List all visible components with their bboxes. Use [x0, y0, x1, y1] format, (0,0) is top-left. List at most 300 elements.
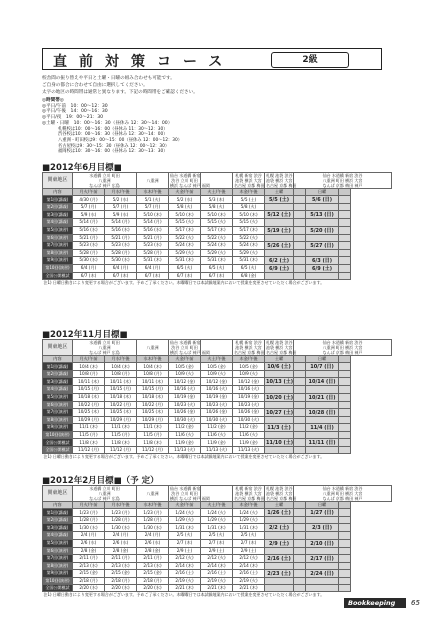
column-header: [339, 356, 351, 363]
session-date: 10/8 (月): [73, 371, 105, 378]
session-date: [339, 272, 351, 279]
intro-text: [42, 76, 392, 96]
session-date: 5/31 (木): [201, 256, 233, 264]
session-date: 11/3 (土): [265, 423, 294, 431]
schedule-row: [43, 408, 392, 416]
region-cities: 札幌 新宿 渋谷 池袋 横浜 大宮 名古屋 京都 梅田: [234, 486, 265, 501]
session-label: 第5回(演習): [43, 539, 73, 547]
session-date: 2/4 (月): [137, 532, 169, 539]
session-date: [339, 532, 351, 539]
grade-badge: 2級: [271, 52, 349, 68]
session-date: [339, 386, 351, 393]
session-date: 1/28 (月): [105, 517, 137, 524]
schedule-table-june: [42, 172, 392, 286]
column-header: 火土/午後: [201, 356, 233, 363]
session-label: 第4回(講義): [43, 386, 73, 393]
region-cities: 仙台 水道橋 新宿 渋谷 立川 町田 横浜 なんば 神戸 福岡: [170, 173, 210, 188]
session-date: 5/16 (水): [137, 226, 169, 234]
session-date: [339, 554, 351, 562]
region-label: 関東地区: [43, 340, 73, 356]
session-label: 第10回(演習): [43, 264, 73, 272]
session-label: 全国公開模試: [43, 585, 73, 592]
session-date: 5/16 (水): [73, 226, 105, 234]
session-date: 10/29 (月): [105, 416, 137, 423]
column-header: 土曜: [265, 356, 294, 363]
session-date: [294, 401, 306, 408]
session-date: [265, 219, 294, 226]
region-cities: 札幌 新宿 渋谷 池袋 横浜 大宮 名古屋 京都 梅田: [234, 173, 265, 188]
session-date: 10/5 (金): [233, 363, 265, 371]
session-date: 10/19 (金): [169, 393, 201, 401]
session-date: [339, 569, 351, 577]
session-date: 6/5 (火): [233, 264, 265, 272]
session-date: 10/8 (月): [105, 371, 137, 378]
session-label: 第5回(演習): [43, 226, 73, 234]
session-date: 5/7 (月): [105, 204, 137, 211]
session-date: [294, 249, 306, 256]
schedule-row: [43, 371, 392, 378]
session-date: 2/9 (土): [233, 547, 265, 554]
session-date: 5/12 (土): [265, 211, 294, 219]
region-cities: 八重洲: [137, 486, 169, 502]
schedule-row: [43, 539, 392, 547]
column-header: 火土/午後: [201, 189, 233, 196]
region-label: 関東地区: [43, 173, 73, 189]
session-date: 2/9 (土): [169, 547, 201, 554]
session-date: 10/12 (金): [169, 378, 201, 386]
session-date: 11/9 (金): [201, 439, 233, 447]
session-date: [294, 547, 306, 554]
session-date: 1/28 (月): [73, 517, 105, 524]
session-date: [339, 256, 351, 264]
schedule-row: [43, 431, 392, 438]
session-label: 第8回(演習): [43, 562, 73, 569]
session-date: 2/18 (月): [105, 577, 137, 584]
region-row: [43, 173, 392, 189]
session-date: 11/5 (月): [137, 431, 169, 438]
session-date: 1/29 (火): [201, 517, 233, 524]
intro-line: 校舎間の振り替えや平日と土曜・日曜の組み合わせも可能です。: [42, 76, 175, 81]
session-date: 10/4 (木): [73, 363, 105, 371]
session-date: 5/13 (日): [306, 211, 339, 219]
session-date: 2/11 (月): [73, 554, 105, 562]
region-cities: 札幌 池袋 渋谷 池袋 横浜 大宮 名古屋 京都 梅田: [266, 173, 297, 188]
session-date: 5/29 (火): [201, 249, 233, 256]
session-date: [294, 569, 306, 577]
session-date: [339, 249, 351, 256]
session-date: 6/5 (火): [201, 264, 233, 272]
session-date: 10/25 (木): [137, 408, 169, 416]
session-date: [306, 386, 339, 393]
session-date: 6/4 (月): [137, 264, 169, 272]
session-date: 2/7 (木): [201, 539, 233, 547]
region-cities: 水道橋 立川 町田 八重洲 なんば 神戸 広島: [73, 340, 137, 356]
session-date: 5/15 (火): [233, 219, 265, 226]
schedule-row: [43, 554, 392, 562]
session-date: 10/11 (木): [73, 378, 105, 386]
session-date: [306, 416, 339, 423]
session-label: 全国公開模試: [43, 272, 73, 279]
region-row: [43, 340, 392, 356]
session-date: 11/10 (土): [266, 440, 294, 447]
session-date: [265, 416, 294, 423]
session-date: 5/20 (日): [306, 226, 339, 234]
session-date: [339, 378, 351, 386]
session-date: 5/17 (木): [201, 226, 233, 234]
session-date: [265, 401, 294, 408]
session-date: 2/16 (土): [169, 569, 201, 577]
session-date: 6/4 (月): [73, 264, 105, 272]
session-label: 第5回(演習): [43, 393, 73, 401]
session-date: 10/23 (火): [233, 401, 265, 408]
session-date: 1/30 (水): [137, 524, 169, 532]
session-date: [339, 241, 351, 249]
intro-line: ご自身の都合に合わせて自由に選択してください。: [42, 82, 148, 88]
session-date: 2/7 (木): [169, 539, 201, 547]
column-header: 月水/午後: [105, 189, 137, 196]
session-date: 5/3 (木): [201, 196, 233, 204]
session-date: 5/31 (木): [233, 256, 265, 264]
session-date: 2/8 (金): [105, 547, 137, 554]
region-cities: 札幌 池袋 渋谷 池袋 横浜 大宮 名古屋 京都 梅田: [266, 340, 297, 355]
session-date: 5/27 (日): [306, 241, 339, 249]
session-date: 5/30 (水): [73, 256, 105, 264]
session-date: [294, 447, 306, 454]
schedule-row: [43, 423, 392, 431]
session-date: 10/29 (月): [137, 416, 169, 423]
session-date: 1/26 (土): [265, 509, 294, 517]
session-date: [339, 585, 351, 592]
session-date: 10/30 (火): [169, 416, 201, 423]
session-label: 第10回(演習): [43, 577, 73, 584]
session-date: 1/23 (月): [73, 509, 105, 517]
session-date: 11/9 (金): [233, 439, 265, 447]
session-label: 第8回(演習): [43, 249, 73, 256]
session-label: 第4回(講義): [43, 532, 73, 539]
hours-sub: 渋谷校は10：00〜16：30（昼休み 12：30〜14：00）: [58, 132, 168, 138]
session-date: 6/5 (火): [169, 264, 201, 272]
session-date: 10/9 (火): [233, 371, 265, 378]
session-date: 10/26 (金): [233, 408, 265, 416]
session-label: 全国公開模試: [43, 439, 73, 447]
schedule-row: [43, 219, 392, 226]
session-date: [265, 447, 294, 454]
session-date: [265, 577, 294, 584]
session-date: 10/19 (金): [233, 393, 265, 401]
session-date: [339, 423, 351, 431]
session-date: 5/30 (水): [105, 256, 137, 264]
session-date: 5/14 (月): [73, 219, 105, 226]
session-date: 2/10 (日): [306, 539, 339, 547]
session-date: 2/15 (金): [137, 569, 169, 577]
section-title-november: ■2012年11月目標■: [42, 330, 128, 340]
session-date: 2/14 (木): [201, 562, 233, 569]
session-date: 5/9 (水): [105, 211, 137, 219]
table-footnote: 注1) 日曜日動きにより変更する場合がございます。予めご了承ください。木曜曜日では本試験地案内において授業を変更させていただく場合がございます。: [43, 280, 325, 286]
schedule-row: [43, 264, 392, 272]
session-date: 5/22 (火): [201, 234, 233, 241]
session-date: 2/5 (火): [169, 532, 201, 539]
session-date: [306, 249, 339, 256]
session-date: 10/23 (火): [201, 401, 233, 408]
session-date: 6/7 (木): [201, 272, 233, 279]
session-date: 10/9 (火): [201, 371, 233, 378]
session-date: 2/2 (土): [265, 524, 294, 532]
session-date: 11/13 (火): [233, 447, 265, 454]
session-date: 10/18 (木): [73, 393, 105, 401]
session-date: 11/12 (月): [73, 447, 105, 454]
session-date: 10/22 (月): [137, 401, 169, 408]
session-date: 11/12 (月): [137, 447, 169, 454]
session-date: [306, 219, 339, 226]
session-date: 5/23 (水): [137, 241, 169, 249]
session-date: [339, 264, 351, 272]
column-header: [294, 502, 306, 509]
session-date: 6/9 (土): [306, 264, 339, 272]
session-date: [339, 408, 351, 416]
session-date: 10/16 (火): [169, 386, 201, 393]
session-date: 10/9 (火): [169, 371, 201, 378]
column-header: [339, 502, 351, 509]
session-date: [294, 378, 306, 386]
session-date: 10/25 (木): [73, 408, 105, 416]
session-date: [265, 386, 294, 393]
session-date: 11/8 (木): [137, 439, 169, 447]
region-cities: 仙台 水道橋 新宿 渋谷 立川 町田 横浜 なんば 神戸 福岡: [170, 340, 210, 355]
session-date: [306, 517, 339, 524]
session-date: 1/29 (火): [233, 517, 265, 524]
session-date: [339, 219, 351, 226]
session-date: 10/22 (月): [105, 401, 137, 408]
session-date: 1/31 (木): [233, 524, 265, 532]
session-label: 第6回(演習): [43, 234, 73, 241]
session-label: 第1回(講義): [43, 363, 73, 371]
session-date: 5/2 (水): [169, 196, 201, 204]
session-date: [265, 249, 294, 256]
hours-sub: 札幌校は10：00〜16：00（昼休み 11：30〜12：30）: [58, 126, 168, 132]
session-date: [339, 401, 351, 408]
session-date: 5/21 (月): [105, 234, 137, 241]
hours-sub: 名古屋校は9：30〜15：30（昼休み 12：00〜12：30）: [58, 143, 170, 149]
session-date: 2/18 (月): [73, 577, 105, 584]
schedule-row: [43, 439, 392, 447]
session-label: 第3回(講義): [43, 211, 73, 219]
session-date: [294, 408, 306, 416]
region-cities: 仙台 水道橋 新宿 渋谷 八重洲 町田 横浜 大宮 なんば 京都 梅田 神戸: [294, 340, 392, 356]
region-cities: 仙台 水道橋 新宿 渋谷 八重洲 町田 横浜 大宮 なんば 京都 梅田 神戸: [294, 173, 392, 189]
session-date: 5/2 (水): [105, 196, 137, 204]
session-date: 11/2 (金): [233, 423, 265, 431]
column-header: 日曜: [306, 356, 339, 363]
session-date: [339, 363, 351, 371]
session-date: 2/4 (月): [105, 532, 137, 539]
session-date: 1/23 (月): [105, 509, 137, 517]
column-header: 土曜: [265, 502, 294, 509]
session-date: [339, 431, 351, 438]
column-header-row: [43, 502, 392, 509]
session-date: 1/31 (木): [201, 524, 233, 532]
session-date: 2/11 (月): [137, 554, 169, 562]
session-date: [294, 204, 306, 211]
session-date: 5/19 (土): [265, 226, 294, 234]
session-date: 5/26 (土): [265, 241, 294, 249]
session-date: 2/20 (水): [73, 585, 105, 592]
session-date: 2/8 (金): [73, 547, 105, 554]
session-date: 10/14 (日): [306, 378, 339, 386]
session-date: 5/15 (火): [201, 219, 233, 226]
column-header: 月水/午後: [105, 502, 137, 509]
session-date: 5/17 (木): [233, 226, 265, 234]
column-header: 月火/午前: [73, 189, 105, 196]
session-date: 10/12 (金): [233, 378, 265, 386]
hours-heading: ◎時間帯◎: [42, 98, 64, 103]
column-header: 月水/午後: [105, 356, 137, 363]
session-date: [339, 226, 351, 234]
column-header: 内容: [43, 502, 73, 509]
session-date: 10/26 (金): [201, 408, 233, 416]
schedule-row: [43, 234, 392, 241]
session-date: [265, 272, 294, 279]
session-date: 6/7 (木): [73, 272, 105, 279]
schedule-table-november: [42, 339, 392, 460]
schedule-row: [43, 256, 392, 264]
column-header-row: [43, 189, 392, 196]
session-date: 11/1 (木): [105, 423, 137, 431]
intro-line: 太字の地区の時間帯は通常と異なります。下記の時間帯をご確認ください。: [42, 89, 198, 95]
session-date: [339, 196, 351, 204]
session-date: 5/23 (水): [105, 241, 137, 249]
session-date: 2/23 (土): [265, 569, 294, 577]
course-header: [42, 48, 382, 70]
column-header: [294, 356, 306, 363]
schedule-row: [43, 509, 392, 517]
session-date: [294, 211, 306, 219]
session-date: 5/31 (木): [169, 256, 201, 264]
table-footnote: 注1) 日曜日動きにより変更する場合がございます。予めご了承ください。木曜曜日では本試験地案内において授業を変更させていただく場合がございます。: [43, 592, 325, 598]
session-date: 10/4 (木): [137, 363, 169, 371]
region-cities: 八重洲: [137, 173, 169, 189]
session-date: 10/30 (火): [233, 416, 265, 423]
session-date: 2/9 (土): [265, 539, 294, 547]
session-date: [294, 439, 306, 447]
session-date: [294, 256, 306, 264]
session-date: [294, 577, 306, 584]
session-date: 10/16 (火): [201, 386, 233, 393]
table-footnote: 注1) 日曜日動きにより変更する場合がございます。予めご了承ください。木曜曜日では本試験地案内において授業を変更させていただく場合がございます。: [43, 454, 325, 460]
session-date: [306, 532, 339, 539]
session-date: 2/6 (水): [137, 539, 169, 547]
session-date: [339, 204, 351, 211]
hours-sub: 福岡校は10：30〜16：00（昼休み 12：30〜13：30）: [58, 149, 168, 155]
session-date: 2/14 (木): [169, 562, 201, 569]
session-date: 5/8 (火): [201, 204, 233, 211]
session-date: 11/8 (木): [73, 439, 105, 447]
session-date: 10/16 (火): [233, 386, 265, 393]
session-date: 5/9 (水): [73, 211, 105, 219]
session-date: 2/5 (火): [201, 532, 233, 539]
session-date: 2/9 (土): [201, 547, 233, 554]
column-header: 土曜: [265, 189, 294, 196]
session-date: 10/13 (土): [266, 379, 294, 386]
session-label: 第2回(講義): [43, 204, 73, 211]
session-label: 第1回(講義): [43, 509, 73, 517]
session-date: [339, 439, 351, 447]
schedule-row: [43, 196, 392, 204]
session-date: [294, 524, 306, 532]
column-header: [339, 189, 351, 196]
session-label: 全国公開模試: [43, 447, 73, 454]
session-date: 5/1 (火): [137, 196, 169, 204]
session-date: [265, 562, 294, 569]
session-date: [339, 393, 351, 401]
column-header: 木金/午後: [233, 189, 265, 196]
session-date: 10/5 (金): [201, 363, 233, 371]
session-date: 11/4 (日): [306, 423, 339, 431]
session-date: 5/7 (月): [73, 204, 105, 211]
session-date: [339, 547, 351, 554]
hours-line: ◎平日/午前 10：00〜12：30: [42, 103, 108, 109]
schedule-row: [43, 517, 392, 524]
session-date: 2/12 (火): [201, 554, 233, 562]
schedule-row: [43, 447, 392, 454]
session-date: 2/15 (金): [73, 569, 105, 577]
session-date: 10/7 (日): [306, 363, 339, 371]
session-date: [339, 447, 351, 454]
session-date: 10/15 (月): [105, 386, 137, 393]
schedule-row: [43, 585, 392, 592]
session-date: 2/21 (木): [201, 585, 233, 592]
session-date: 5/17 (木): [169, 226, 201, 234]
column-header: 火土/午後: [201, 502, 233, 509]
session-date: 6/2 (土): [265, 256, 294, 264]
session-date: 1/30 (水): [105, 524, 137, 532]
session-date: 10/18 (木): [105, 393, 137, 401]
session-date: [306, 204, 339, 211]
schedule-row: [43, 386, 392, 393]
session-date: [294, 562, 306, 569]
session-label: 第3回(講義): [43, 378, 73, 386]
schedule-row: [43, 524, 392, 532]
schedule-row: [43, 249, 392, 256]
session-date: 10/5 (金): [169, 363, 201, 371]
session-date: [265, 532, 294, 539]
session-date: 2/7 (木): [233, 539, 265, 547]
session-date: 6/7 (木): [137, 272, 169, 279]
session-date: 5/21 (月): [73, 234, 105, 241]
section-title-june: ■2012年6月目標■: [42, 163, 122, 173]
session-date: 10/15 (月): [137, 386, 169, 393]
session-date: 11/5 (月): [105, 431, 137, 438]
session-date: [265, 547, 294, 554]
session-date: 11/1 (木): [137, 423, 169, 431]
session-date: 5/23 (水): [73, 241, 105, 249]
session-date: 10/21 (日): [306, 393, 339, 401]
session-date: 2/17 (日): [306, 554, 339, 562]
session-date: 10/30 (火): [201, 416, 233, 423]
column-header: 月火/午前: [73, 356, 105, 363]
column-header: 水木/午後: [137, 189, 169, 196]
session-date: 5/31 (木): [137, 256, 169, 264]
session-date: 2/6 (水): [105, 539, 137, 547]
session-date: 1/23 (月): [137, 509, 169, 517]
session-date: 2/21 (木): [169, 585, 201, 592]
session-date: 2/19 (火): [233, 577, 265, 584]
column-header-row: [43, 356, 392, 363]
session-date: 2/16 (土): [265, 554, 294, 562]
schedule-row: [43, 577, 392, 584]
session-date: 6/4 (月): [105, 264, 137, 272]
session-date: 2/5 (火): [233, 532, 265, 539]
